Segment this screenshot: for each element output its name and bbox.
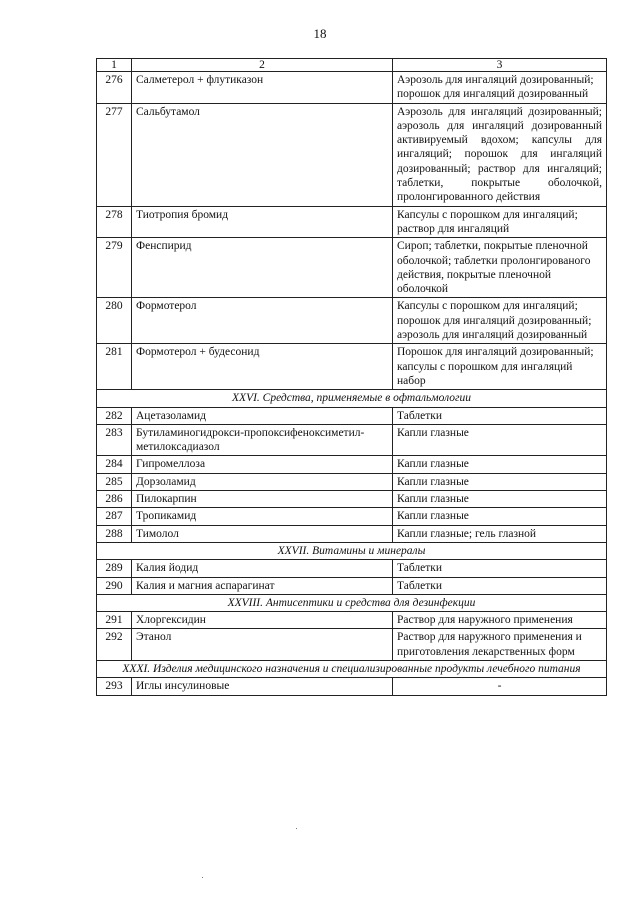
dosage-form: Капсулы с порошком для ингаляций; порошок для ингаляций дозированный; аэрозоль для ингаляций дозированный bbox=[393, 298, 607, 344]
drug-name: Формотерол bbox=[132, 298, 393, 344]
table-row bbox=[97, 344, 607, 390]
dosage-form: Таблетки bbox=[393, 407, 607, 424]
section-heading-row bbox=[97, 660, 607, 677]
drug-name: Дорзоламид bbox=[132, 473, 393, 490]
scan-speck bbox=[296, 828, 297, 829]
dosage-form: Капли глазные bbox=[393, 491, 607, 508]
section-heading-row bbox=[97, 390, 607, 407]
row-number: 282 bbox=[97, 407, 132, 424]
row-number: 288 bbox=[97, 525, 132, 542]
drug-name: Пилокарпин bbox=[132, 491, 393, 508]
drug-name: Хлоргексидин bbox=[132, 612, 393, 629]
row-number: 286 bbox=[97, 491, 132, 508]
table-row bbox=[97, 629, 607, 661]
table-body bbox=[97, 72, 607, 696]
drug-name: Гипромеллоза bbox=[132, 456, 393, 473]
dosage-form: Раствор для наружного применения и приготовления лекарственных форм bbox=[393, 629, 607, 661]
table-header-row bbox=[97, 59, 607, 72]
section-heading-row bbox=[97, 542, 607, 559]
table-row bbox=[97, 491, 607, 508]
table-row bbox=[97, 206, 607, 238]
row-number: 276 bbox=[97, 72, 132, 104]
section-title: XXVI. Средства, применяемые в офтальмологии bbox=[97, 390, 607, 407]
drug-name: Салметерол + флутиказон bbox=[132, 72, 393, 104]
drug-name: Формотерол + будесонид bbox=[132, 344, 393, 390]
row-number: 292 bbox=[97, 629, 132, 661]
dosage-form: Капли глазные; гель глазной bbox=[393, 525, 607, 542]
row-number: 281 bbox=[97, 344, 132, 390]
dosage-form: Таблетки bbox=[393, 560, 607, 577]
drug-name: Этанол bbox=[132, 629, 393, 661]
table-row bbox=[97, 473, 607, 490]
table-row bbox=[97, 424, 607, 456]
section-title: XXVIII. Антисептики и средства для дезинфекции bbox=[97, 594, 607, 611]
row-number: 291 bbox=[97, 612, 132, 629]
drug-name: Тропикамид bbox=[132, 508, 393, 525]
row-number: 279 bbox=[97, 238, 132, 298]
drug-name: Фенспирид bbox=[132, 238, 393, 298]
drug-name: Тимолол bbox=[132, 525, 393, 542]
dosage-form: Капли глазные bbox=[393, 473, 607, 490]
row-number: 289 bbox=[97, 560, 132, 577]
table-row bbox=[97, 456, 607, 473]
row-number: 280 bbox=[97, 298, 132, 344]
dosage-form: Аэрозоль для ингаляций дозированный; порошок для ингаляций дозированный bbox=[393, 72, 607, 104]
dosage-form: - bbox=[393, 678, 607, 695]
row-number: 293 bbox=[97, 678, 132, 695]
column-header-name: 2 bbox=[132, 59, 393, 72]
drug-name: Калия йодид bbox=[132, 560, 393, 577]
table-row bbox=[97, 678, 607, 695]
drug-name: Тиотропия бромид bbox=[132, 206, 393, 238]
drug-name: Бутиламиногидрокси-пропоксифеноксиметил-метилоксадиазол bbox=[132, 424, 393, 456]
dosage-form: Порошок для ингаляций дозированный; капсулы с порошком для ингаляций набор bbox=[393, 344, 607, 390]
table-row bbox=[97, 525, 607, 542]
table-row bbox=[97, 612, 607, 629]
column-header-form: 3 bbox=[393, 59, 607, 72]
drug-name: Иглы инсулиновые bbox=[132, 678, 393, 695]
dosage-form: Аэрозоль для ингаляций дозированный; аэрозоль для ингаляций дозированный активируемый вдохом; капсулы для ингаляций; порошок для ингаляций дозированный; раствор для ингаляций; таблетки, покрытые оболочкой, пролонгированного действия bbox=[393, 103, 607, 206]
drug-name: Ацетазоламид bbox=[132, 407, 393, 424]
section-title: XXXI. Изделия медицинского назначения и специализированные продукты лечебного питания bbox=[97, 660, 607, 677]
drug-name: Калия и магния аспарагинат bbox=[132, 577, 393, 594]
column-header-number: 1 bbox=[97, 59, 132, 72]
section-title: XXVII. Витамины и минералы bbox=[97, 542, 607, 559]
table-row bbox=[97, 508, 607, 525]
table-row bbox=[97, 577, 607, 594]
dosage-form: Сироп; таблетки, покрытые пленочной оболочкой; таблетки пролонгированого действия, покрытые пленочной оболочкой bbox=[393, 238, 607, 298]
dosage-form: Раствор для наружного применения bbox=[393, 612, 607, 629]
dosage-form: Капли глазные bbox=[393, 456, 607, 473]
row-number: 277 bbox=[97, 103, 132, 206]
table-row bbox=[97, 103, 607, 206]
page-number: 18 bbox=[313, 26, 327, 41]
drug-name: Сальбутамол bbox=[132, 103, 393, 206]
table-row bbox=[97, 238, 607, 298]
dosage-form: Таблетки bbox=[393, 577, 607, 594]
section-heading-row bbox=[97, 594, 607, 611]
table-row bbox=[97, 407, 607, 424]
row-number: 285 bbox=[97, 473, 132, 490]
table-row bbox=[97, 298, 607, 344]
table-row bbox=[97, 72, 607, 104]
row-number: 283 bbox=[97, 424, 132, 456]
row-number: 278 bbox=[97, 206, 132, 238]
row-number: 284 bbox=[97, 456, 132, 473]
table-row bbox=[97, 560, 607, 577]
dosage-form: Капсулы с порошком для ингаляций; раствор для ингаляций bbox=[393, 206, 607, 238]
row-number: 290 bbox=[97, 577, 132, 594]
scan-speck bbox=[202, 877, 203, 878]
dosage-form: Капли глазные bbox=[393, 508, 607, 525]
medications-table bbox=[96, 58, 607, 696]
dosage-form: Капли глазные bbox=[393, 424, 607, 456]
row-number: 287 bbox=[97, 508, 132, 525]
